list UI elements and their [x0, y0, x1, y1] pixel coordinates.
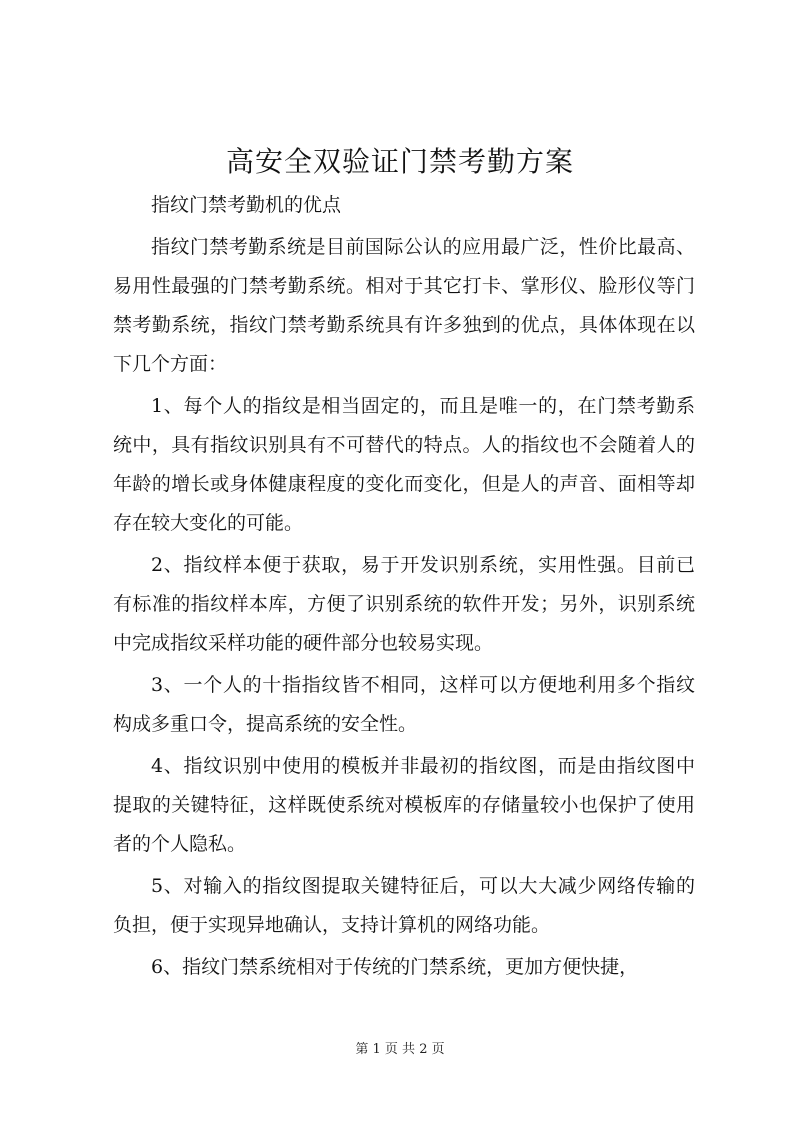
document-title: 高安全双验证门禁考勤方案 — [225, 145, 574, 178]
paragraph-item-4: 4、指纹识别中使用的模板并非最初的指纹图，而是由指纹图中提取的关键特征，这样既使系统对模板库的存储量较小也保护了使用者的个人隐私。 — [113, 755, 695, 855]
page-footer: 第 1 页 共 2 页 — [355, 1042, 445, 1057]
paragraph-intro: 指纹门禁考勤系统是目前国际公认的应用最广泛，性价比最高、易用性最强的门禁考勤系统。相对于其它打卡、掌形仪、脸形仪等门禁考勤系统，指纹门禁考勤系统具有许多独到的优点，具体体现在以下几个方面： — [113, 236, 695, 375]
paragraph-item-6: 6、指纹门禁系统相对于传统的门禁系统，更加方便快捷， — [151, 956, 639, 978]
paragraph-heading: 指纹门禁考勤机的优点 — [151, 194, 342, 216]
paragraph-item-1: 1、每个人的指纹是相当固定的，而且是唯一的，在门禁考勤系统中，具有指纹识别具有不可替代的特点。人的指纹也不会随着人的年龄的增长或身体健康程度的变化而变化，但是人的声音、面相等却存在较大变化的可能。 — [113, 395, 695, 534]
paragraph-item-5: 5、对输入的指纹图提取关键特征后，可以大大减少网络传输的负担，便于实现异地确认，支持计算机的网络功能。 — [113, 875, 695, 936]
paragraph-item-2: 2、指纹样本便于获取，易于开发识别系统，实用性强。目前已有标准的指纹样本库，方便了识别系统的软件开发；另外，识别系统中完成指纹采样功能的硬件部分也较易实现。 — [113, 554, 695, 654]
paragraph-item-3: 3、一个人的十指指纹皆不相同，这样可以方便地利用多个指纹构成多重口令，提高系统的安全性。 — [113, 674, 695, 735]
document-body — [113, 186, 695, 990]
